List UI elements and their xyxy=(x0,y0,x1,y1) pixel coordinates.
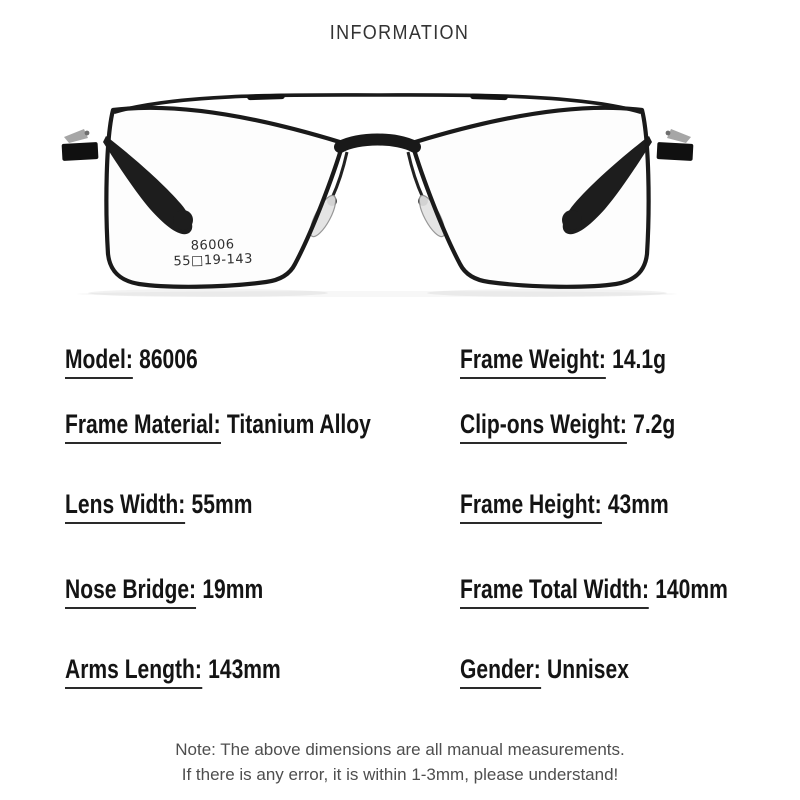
spec-label: Frame Total Width xyxy=(460,574,642,604)
spec-value: 86006 xyxy=(139,344,198,374)
glasses-illustration xyxy=(60,80,740,330)
spec-label: Arms Length xyxy=(65,654,195,684)
page-title xyxy=(0,22,800,45)
spec-list xyxy=(65,344,770,698)
spec-separator: : xyxy=(125,344,133,374)
spec-separator: : xyxy=(189,574,197,604)
right-hinge-block xyxy=(657,142,694,161)
spec-value: 19mm xyxy=(202,574,264,604)
glasses-product-image xyxy=(60,80,740,330)
spec-value: Titanium Alloy xyxy=(226,409,371,439)
spec-value: 55mm xyxy=(191,489,253,519)
left-hinge-block xyxy=(62,142,99,161)
spec-model xyxy=(65,344,460,375)
spec-frame-total-width xyxy=(460,574,800,605)
spec-label: Lens Width xyxy=(65,489,179,519)
spec-value: 140mm xyxy=(655,574,728,604)
spec-label: Model xyxy=(65,344,126,374)
spec-value: 43mm xyxy=(607,489,669,519)
spec-label: Gender xyxy=(460,654,534,684)
top-bar-right-sleeve xyxy=(473,96,505,97)
spec-label: Frame Material xyxy=(65,409,214,439)
spec-gender xyxy=(460,654,800,685)
right-hinge xyxy=(657,129,694,161)
spec-value: Unnisex xyxy=(546,654,629,684)
left-hinge-screw xyxy=(85,131,90,136)
spec-separator: : xyxy=(598,344,606,374)
page-title-text: INFORMATION xyxy=(330,22,470,44)
spec-label: Nose Bridge xyxy=(65,574,190,604)
spec-frame-material xyxy=(65,409,460,440)
spec-separator: : xyxy=(178,489,186,519)
spec-value: 7.2g xyxy=(633,409,676,439)
spec-separator: : xyxy=(594,489,602,519)
spec-clip-ons-weight xyxy=(460,409,800,440)
lens-marking-size: 55□19-143 xyxy=(173,251,254,270)
spec-frame-height xyxy=(460,489,800,520)
spec-separator: : xyxy=(213,409,221,439)
lens-marking-model: 86006 xyxy=(190,237,235,254)
spec-separator: : xyxy=(619,409,627,439)
left-hinge xyxy=(62,129,99,161)
note-line-1: Note: The above dimensions are all manual measurements. xyxy=(175,740,625,759)
spec-frame-weight xyxy=(460,344,800,375)
nose-bridge-bar xyxy=(340,140,415,148)
spec-label: Clip-ons Weight xyxy=(460,409,620,439)
spec-separator: : xyxy=(533,654,541,684)
left-hinge-silver xyxy=(64,129,88,143)
spec-nose-bridge xyxy=(65,574,460,605)
spec-lens-width xyxy=(65,489,460,520)
spec-arms-length xyxy=(65,654,460,685)
right-hinge-silver xyxy=(667,129,691,143)
spec-label: Frame Height xyxy=(460,489,595,519)
top-bar-left-sleeve xyxy=(250,96,282,97)
spec-value: 143mm xyxy=(208,654,281,684)
note-line-2: If there is any error, it is within 1-3mm, please understand! xyxy=(181,765,619,784)
measurement-note xyxy=(0,737,800,787)
right-hinge-screw xyxy=(666,131,671,136)
spec-label: Frame Weight xyxy=(460,344,599,374)
center-shadow xyxy=(77,291,677,297)
spec-separator: : xyxy=(641,574,649,604)
spec-value: 14.1g xyxy=(612,344,666,374)
spec-separator: : xyxy=(194,654,202,684)
